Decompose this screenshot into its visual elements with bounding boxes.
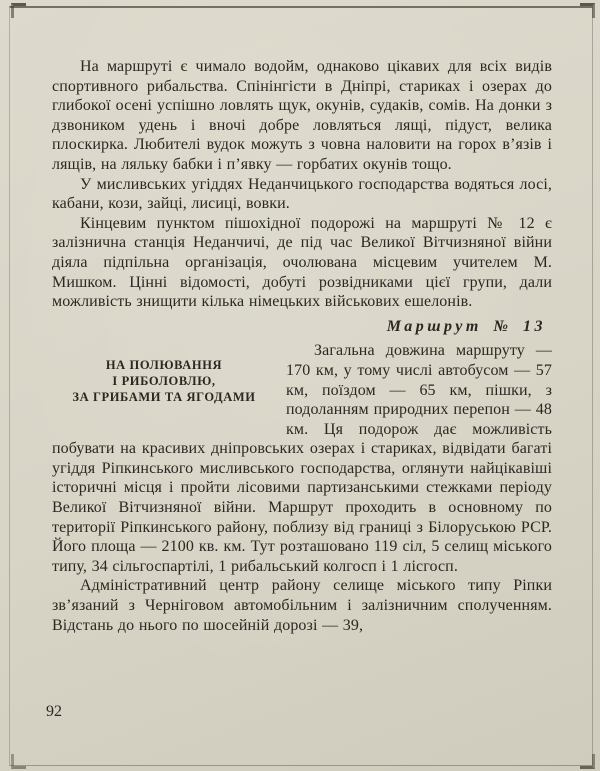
paragraph-water-bodies-fishing: На маршруті є чимало водойм, однаково цікавих для всіх видів спортивного рибальства. Спінінгісти в Дніпрі, стариках і озерах до глибокої осені успішно ловлять щук, окунів, судаків, сомів. На донки з дзвоником удень і вночі добре ловляться лящі, підуст, велика плоскирка. Любителі вудок можуть з човна наловити на горох в’язів і лящів, на ляльку бабки і п’явку — горбатих окунів тощо. [52, 58, 552, 173]
paragraph-hunting-grounds: У мисливських угіддях Неданчицького господарства водяться лосі, кабани, кози, зайці, лисиці, вовки. [52, 175, 552, 213]
page-number: 92 [46, 703, 62, 720]
route-13-section [52, 341, 552, 576]
paragraph-route-12-endpoint: Кінцевим пунктом пішохідної подорожі на маршруті № 12 є залізнична станція Неданчичі, де під час Великої Вітчизняної війни діяла підпільна організація, очолювана місцевим учителем М. Мишком. Цінні відомості, добуті розвідниками цієї групи, дали можливість знищити кілька німецьких військових ешелонів. [52, 214, 552, 311]
scan-corner-mark-top-left [11, 3, 26, 18]
page-text-column [52, 57, 552, 635]
paragraph-admin-center-ripky: Адміністративний центр району селище міського типу Ріпки зв’язаний з Черніговом автомобільним і залізничним сполученням. Відстань до нього по шосейній дорозі — 39, [52, 577, 552, 634]
paragraph-route-13-description: Загальна довжина маршруту — 170 км, у тому числі автобусом — 57 км, поїздом — 65 км, пішки, з подоланням природних перепон — 48 км. Ця подорож дає можливість побувати на красивих дніпровських озерах і стариках, відвідати багаті угіддя Ріпкинського мисливського господарства, оглянути найцікавіші історичні місця і пройти лісовими партизанськими стежками періоду Великої Вітчизняної війни. Маршрут проходить в основному по території Ріпкинського району, поблизу від границі з Білоруською РСР. Його площа — 2100 кв. км. Тут розташовано 119 сіл, 5 селищ міського типу, 34 сільгоспартілі, 1 рибальський колгосп і 1 лісгосп. [52, 342, 552, 575]
scan-corner-mark-bottom-left [11, 754, 26, 769]
scan-corner-mark-bottom-right [580, 754, 595, 769]
scan-corner-mark-top-right [580, 3, 595, 18]
section-heading-line-3: ЗА ГРИБАМИ ТА ЯГОДАМИ [72, 389, 256, 404]
section-heading-hunting-fishing-berries [52, 341, 286, 420]
section-heading-line-1: НА ПОЛЮВАННЯ [105, 358, 223, 373]
section-heading-line-2: І РИБОЛОВЛЮ, [112, 373, 216, 388]
route-13-heading: Маршрут № 13 [386, 317, 546, 335]
